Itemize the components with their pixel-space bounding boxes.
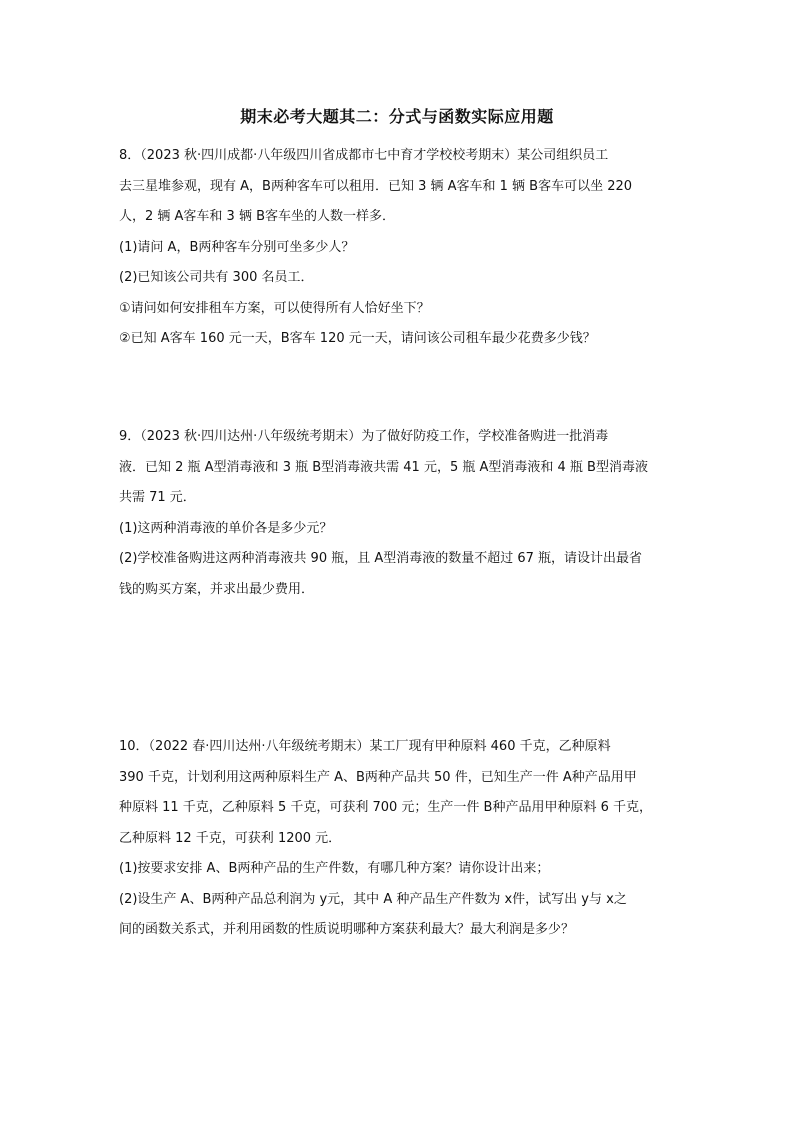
question-9-part-2: (2)学校准备购进这两种消毒液共 90 瓶，且 A型消毒液的数量不超过 67 瓶，请设计出最省 [119, 551, 643, 566]
question-9-line-2: 液．已知 2 瓶 A型消毒液和 3 瓶 B型消毒液共需 41 元，5 瓶 A型消毒液和 4 瓶 B型消毒液 [119, 459, 648, 475]
question-9-line-1: 9．（2023 秋·四川达州·八年级统考期末）为了做好防疫工作，学校准备购进一批消毒 [119, 429, 609, 444]
question-9-part-1: (1)这两种消毒液的单价各是多少元？ [119, 520, 333, 536]
question-8-part-2-a: ①请问如何安排租车方案，可以使得所有人恰好坐下？ [119, 300, 430, 316]
question-9 [119, 422, 675, 605]
question-10-part-2: (2)设生产 A、B两种产品总利润为 y元，其中 A 种产品生产件数为 x件，试写出 y与 x之 [119, 891, 627, 907]
question-8-part-2-b: ②已知 A客车 160 元一天，B客车 120 元一天，请问该公司租车最少花费多少钱？ [119, 331, 596, 346]
question-9-part-2-cont: 钱的购买方案，并求出最少费用． [119, 581, 315, 597]
question-10-part-2-cont: 间的函数关系式，并利用函数的性质说明哪种方案获利最大？最大利润是多少？ [119, 922, 575, 937]
question-10 [119, 732, 675, 946]
question-8-part-1: (1)请问 A，B两种客车分别可坐多少人？ [119, 239, 355, 255]
question-9-line-3: 共需 71 元． [119, 490, 196, 505]
question-10-line-4: 乙种原料 12 千克，可获利 1200 元． [119, 830, 342, 846]
question-10-line-1: 10．（2022 春·四川达州·八年级统考期末）某工厂现有甲种原料 460 千克，乙种原料 [119, 739, 611, 754]
question-8-line-2: 去三星堆参观，现有 A，B两种客车可以租用．已知 3 辆 A客车和 1 辆 B客车可以坐 220 [119, 178, 633, 194]
question-8 [119, 141, 675, 355]
question-10-part-1: (1)按要求安排 A、B两种产品的生产件数，有哪几种方案？请你设计出来； [119, 861, 550, 876]
question-10-line-3: 种原料 11 千克，乙种原料 5 千克，可获利 700 元；生产一件 B种产品用甲种原料 6 千克， [119, 800, 653, 815]
page-title: 期末必考大题其二：分式与函数实际应用题 [240, 107, 554, 126]
question-8-line-1: 8．（2023 秋·四川成都·八年级四川省成都市七中育才学校校考期末）某公司组织员工 [119, 148, 609, 163]
question-8-part-2: (2)已知该公司共有 300 名员工． [119, 270, 314, 285]
question-10-line-2: 390 千克，计划利用这两种原料生产 A、B两种产品共 50 件，已知生产一件 A种产品用甲 [119, 769, 637, 785]
question-8-line-3: 人，2 辆 A客车和 3 辆 B客车坐的人数一样多． [119, 209, 396, 224]
